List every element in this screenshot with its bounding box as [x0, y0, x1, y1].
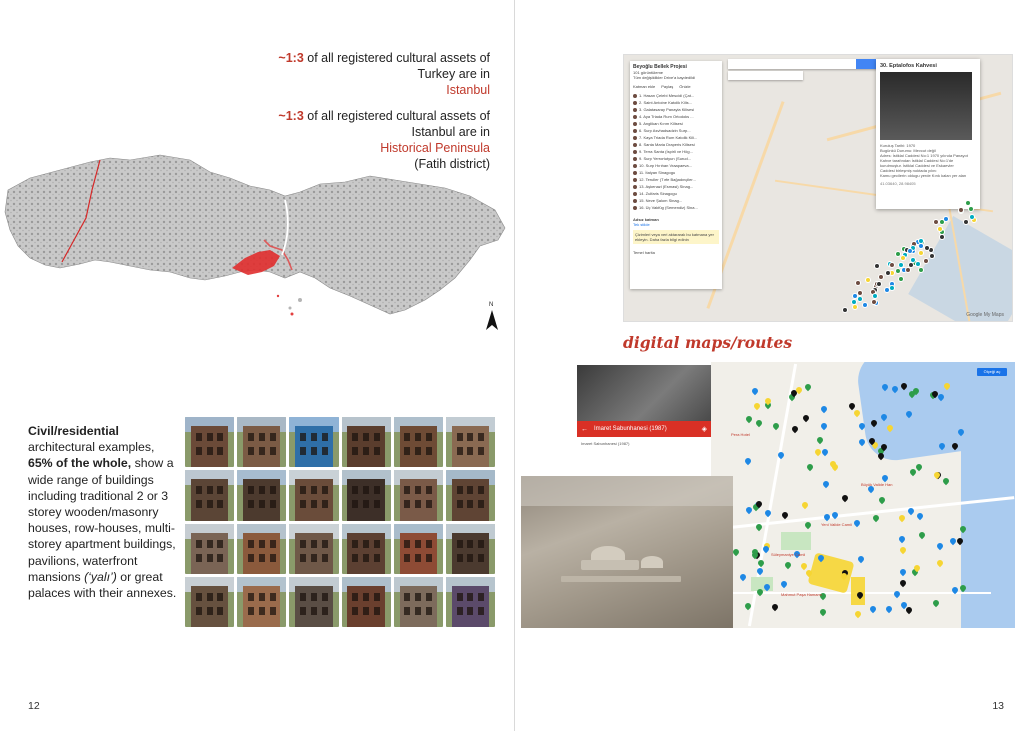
map-pin-icon[interactable] [855, 280, 861, 286]
map-pin-icon[interactable] [898, 276, 904, 282]
route-marker-icon[interactable] [878, 495, 886, 503]
back-arrow-icon[interactable]: ← [581, 425, 588, 433]
poi-label: Mahmut Paşa Hamamı [781, 592, 822, 597]
map-list-item[interactable]: 13. Aşkenazi (Esmasi) Sinag... [633, 183, 719, 190]
route-marker-icon[interactable] [753, 401, 761, 409]
route-marker-icon[interactable] [732, 548, 740, 556]
route-marker-icon[interactable] [853, 518, 861, 526]
map-pin-icon[interactable] [924, 245, 930, 251]
place-marker-icon [633, 157, 637, 161]
route-marker-icon[interactable] [744, 457, 752, 465]
route-marker-icon[interactable] [892, 589, 900, 597]
map-pin-icon[interactable] [874, 263, 880, 269]
house-photo [446, 577, 495, 627]
open-map-button[interactable]: Ölçeği aç [977, 368, 1007, 376]
house-photo [289, 470, 338, 520]
house-photo [289, 577, 338, 627]
route-marker-icon[interactable] [801, 413, 809, 421]
place-marker-icon [633, 164, 637, 168]
route-marker-icon[interactable] [935, 542, 943, 550]
cafe-photo [880, 72, 972, 140]
house-photo [446, 524, 495, 574]
house-photo [185, 470, 234, 520]
map-list-item[interactable]: 2. Saint Antoine Katolik Kilis... [633, 99, 719, 106]
house-photo [446, 470, 495, 520]
house-photo [185, 577, 234, 627]
map-pin-icon[interactable] [898, 262, 904, 268]
place-marker-icon [633, 94, 637, 98]
map-pin-icon[interactable] [842, 307, 848, 313]
civil-description: Civil/residential architectural examples, 65% of the whole, show a wide range of buildings including traditional 2 or 3 storey wooden/masonry houses, row-houses, multi-storey apartment buildings, pavilions, waterfront mansions (‘yalı’) or great palaces with their annexes. [28, 424, 177, 601]
route-marker-icon[interactable] [755, 419, 763, 427]
map-pin-icon[interactable] [872, 293, 878, 299]
share-button[interactable]: Paylaş [661, 84, 674, 89]
poi-label: Büyük Valide Han [861, 482, 893, 487]
peninsula-label: Historical Peninsula [380, 141, 490, 155]
route-marker-icon[interactable] [801, 500, 809, 508]
map-pin-icon[interactable] [900, 255, 906, 261]
route-marker-icon[interactable] [821, 448, 829, 456]
ratio-1: ~1:3 [278, 51, 304, 65]
route-marker-icon[interactable] [823, 513, 831, 521]
map-pin-icon[interactable] [905, 267, 911, 273]
route-marker-icon[interactable] [899, 568, 907, 576]
route-marker-icon[interactable] [858, 438, 866, 446]
map-pin-icon[interactable] [918, 267, 924, 273]
house-photo [394, 577, 443, 627]
house-photo [237, 417, 286, 467]
route-marker-icon[interactable] [784, 561, 792, 569]
add-layer-button[interactable]: Katman ekle [633, 84, 656, 89]
route-marker-icon[interactable] [791, 425, 799, 433]
place-marker-icon [633, 206, 637, 210]
route-marker-icon[interactable] [780, 510, 788, 518]
house-photo [237, 524, 286, 574]
route-marker-icon[interactable] [905, 606, 913, 614]
map-pin-icon[interactable] [889, 285, 895, 291]
search-button[interactable] [856, 59, 878, 69]
preview-button[interactable]: Önizle [679, 84, 691, 89]
digital-maps-heading: digital maps/routes [623, 333, 793, 352]
poi-label: Yeni Valide Camii [821, 522, 852, 527]
house-photo [289, 524, 338, 574]
house-photo [342, 417, 391, 467]
place-marker-icon [633, 185, 637, 189]
route-marker-icon[interactable] [816, 436, 824, 444]
map-pin-icon[interactable] [876, 281, 882, 287]
map-layers-panel: Beyoğlu Bellek Projesi 101 görüntüleme Tüm değişiklikler Drive'a kaydedildi Katman ekle Paylaş Önizle 1. Hasan Çelebi Mescidi (Çat... 2. Saint Antoine Katolik Kilis... 3. Galatasaray Panayia Kilisesi 4. Aya Triada Rum Ortodoks ... 5. Anglikan Kırım Kilisesi 6. Surp Asvhadsadzin Surp... 7. Kaya Triada Rum Katolik Kili... 8. Santa Maria Draperis Kilisesi 9. Terra Santa (İspirli ve Hög... 9. Surp Yerrortutyun (Surud... 10. Surp Hırıhan Vraapaeva... 11. İtalyan Sinagogu 12. Teruller (Tırfe Bağadınçiler... 13. Aşkenazi (Esmasi) Sinag... 14. Zulfaris Sinagogu 15. Neve Şalom Sinag... 16. Üç Vakfüg (Semendiz) Sina... Adsız katman Tek stilde Çizimleri veya veri aktararak bu katmana yer ekleyin. Daha fazla bilgi edinin Temel harita [630, 61, 722, 289]
map-list-item[interactable]: 4. Aya Triada Rum Ortodoks ... [633, 113, 719, 120]
house-photo [237, 470, 286, 520]
place-marker-icon [633, 192, 637, 196]
layer-title[interactable]: Adsız katman [633, 217, 659, 222]
sabunhane-photo [577, 365, 711, 421]
route-marker-icon[interactable] [918, 531, 926, 539]
page-number-left: 12 [28, 700, 40, 712]
map-pin-icon[interactable] [862, 302, 868, 308]
map-list-item[interactable]: 7. Kaya Triada Rum Katolik Kili... [633, 134, 719, 141]
place-marker-icon [633, 136, 637, 140]
route-marker-icon[interactable] [806, 463, 814, 471]
map-pin-icon[interactable] [968, 206, 974, 212]
place-marker-icon [633, 178, 637, 182]
civil-title: Civil/residential [28, 424, 119, 438]
route-marker-icon[interactable] [739, 573, 747, 581]
map-list-item[interactable]: 16. Üç Vakfüg (Semendiz) Sina... [633, 204, 719, 211]
residential-photo-grid [185, 417, 495, 627]
map-list-item[interactable]: 9. Terra Santa (İspirli ve Hög... [633, 148, 719, 155]
map-list-item[interactable]: 6. Surp Asvhadsadzin Surp... [633, 127, 719, 134]
route-marker-icon[interactable] [819, 608, 827, 616]
route-marker-icon[interactable] [820, 422, 828, 430]
route-marker-icon[interactable] [898, 513, 906, 521]
istanbul-map [0, 100, 510, 340]
directions-icon[interactable]: ◈ [701, 426, 707, 433]
route-marker-icon[interactable] [780, 580, 788, 588]
house-photo [446, 417, 495, 467]
house-photo [394, 524, 443, 574]
stat-peninsula: ~1:3 of all registered cultural assets of Istanbul are in Historical Peninsula (Fatih district) [230, 108, 490, 172]
map-pin-icon[interactable] [878, 274, 884, 280]
route-marker-icon[interactable] [745, 415, 753, 423]
page-number-right: 13 [992, 700, 1004, 712]
ratio-2: ~1:3 [278, 109, 304, 123]
route-marker-icon[interactable] [872, 513, 880, 521]
route-marker-icon[interactable] [814, 447, 822, 455]
right-page [515, 0, 1030, 731]
route-marker-icon[interactable] [822, 480, 830, 488]
map-pin-icon[interactable] [969, 214, 975, 220]
route-marker-icon[interactable] [755, 499, 763, 507]
aerial-historic-photo [521, 476, 733, 628]
map-list-item[interactable]: 1. Hasan Çelebi Mescidi (Çat... [633, 92, 719, 99]
map-pin-icon[interactable] [885, 270, 891, 276]
place-marker-icon [633, 101, 637, 105]
route-marker-icon[interactable] [840, 494, 848, 502]
house-photo [342, 524, 391, 574]
house-photo [394, 417, 443, 467]
route-marker-icon[interactable] [820, 405, 828, 413]
place-marker-icon [633, 143, 637, 147]
map-pin-icon[interactable] [865, 277, 871, 283]
map-list-item[interactable]: 14. Zulfaris Sinagogu [633, 190, 719, 197]
place-marker-icon [633, 115, 637, 119]
route-marker-icon[interactable] [909, 468, 917, 476]
route-collage [521, 362, 1015, 628]
route-marker-icon[interactable] [750, 387, 758, 395]
map-pin-icon[interactable] [943, 216, 949, 222]
place-marker-icon [633, 122, 637, 126]
route-marker-icon[interactable] [803, 521, 811, 529]
route-marker-icon[interactable] [916, 512, 924, 520]
route-marker-icon[interactable] [799, 562, 807, 570]
place-marker-icon [633, 150, 637, 154]
map-search-box[interactable] [728, 59, 878, 69]
route-marker-icon[interactable] [898, 535, 906, 543]
house-photo [394, 470, 443, 520]
map-list-item[interactable]: 8. Santa Maria Draperis Kilisesi [633, 141, 719, 148]
place-marker-icon [633, 199, 637, 203]
house-photo [342, 470, 391, 520]
map-pin-icon[interactable] [889, 262, 895, 268]
route-marker-icon[interactable] [804, 382, 812, 390]
map-list-item[interactable]: 9. Surp Yerrortutyun (Surud... [633, 155, 719, 162]
house-photo [342, 577, 391, 627]
place-marker-icon [633, 129, 637, 133]
route-marker-icon[interactable] [899, 579, 907, 587]
map-pin-icon[interactable] [915, 261, 921, 267]
house-photo [185, 417, 234, 467]
place-marker-icon [633, 171, 637, 175]
house-photo [237, 577, 286, 627]
map-toolbar[interactable] [728, 71, 803, 80]
map-list-item[interactable]: 3. Galatasaray Panayia Kilisesi [633, 106, 719, 113]
svg-text:N: N [489, 302, 494, 308]
route-marker-icon[interactable] [936, 558, 944, 566]
map-pin-icon[interactable] [918, 243, 924, 249]
poi-label: Pera Hotel [731, 432, 750, 437]
route-marker-icon[interactable] [771, 603, 779, 611]
google-my-maps-logo: Google My Maps [966, 312, 1004, 318]
route-marker-icon[interactable] [932, 598, 940, 606]
stat-turkey: ~1:3 of all registered cultural assets of Turkey are in Istanbul [230, 50, 490, 98]
map-list-item[interactable]: 10. Surp Hırıhan Vraapaeva... [633, 162, 719, 169]
north-arrow-icon [484, 298, 500, 332]
map-pin-icon[interactable] [963, 219, 969, 225]
route-marker-icon[interactable] [856, 554, 864, 562]
city-route-map [711, 362, 1015, 628]
map-item-list [633, 92, 719, 211]
route-marker-icon[interactable] [941, 477, 949, 485]
place-marker-icon [633, 108, 637, 112]
route-marker-icon[interactable] [933, 470, 941, 478]
route-card-header[interactable]: ← Imaret Sabunhanesi (1987) ◈ [577, 421, 711, 437]
map-list-item[interactable]: 12. Teruller (Tırfe Bağadınçiler... [633, 176, 719, 183]
map-pin-icon[interactable] [895, 268, 901, 274]
route-marker-icon[interactable] [885, 605, 893, 613]
route-marker-icon[interactable] [854, 609, 862, 617]
house-photo [185, 524, 234, 574]
house-photo [289, 417, 338, 467]
map-list-item[interactable]: 15. Neve Şalom Sinag... [633, 197, 719, 204]
map-pin-icon[interactable] [965, 200, 971, 206]
route-card-body: Imaret Sabunhanesi (1987) [577, 437, 711, 477]
map-pin-icon[interactable] [918, 250, 924, 256]
map-list-item[interactable]: 11. İtalyan Sinagogu [633, 169, 719, 176]
place-info-card: 30. Eptalofos Kahvesi Kuruluş Tarihi: 1970 Bugünkü Durumu: Mevcut değil Adres: İstiklal Caddesi No:1 1970 yılında Panayot Kahve tarafından İstiklal Caddesi No:1'de kurulmuştur. İstiklal Caddesi ve Eskaevler Caddesi birleşmiş noktada yılını Kamu gecilerin oldugu yerde Kırık kalan yer alan 41.03640, 28.98405 [876, 59, 980, 209]
istanbul-label: Istanbul [446, 83, 490, 97]
route-marker-icon[interactable] [869, 605, 877, 613]
route-marker-icon[interactable] [772, 422, 780, 430]
map-pin-icon[interactable] [937, 226, 943, 232]
route-marker-icon[interactable] [853, 409, 861, 417]
map-list-item[interactable]: 5. Anglikan Kırım Kilisesi [633, 120, 719, 127]
poi-label: Süleymaniye Camii [771, 552, 806, 557]
google-my-maps-screenshot [623, 54, 1013, 322]
map-pin-icon[interactable] [907, 248, 913, 254]
route-marker-icon[interactable] [898, 546, 906, 554]
